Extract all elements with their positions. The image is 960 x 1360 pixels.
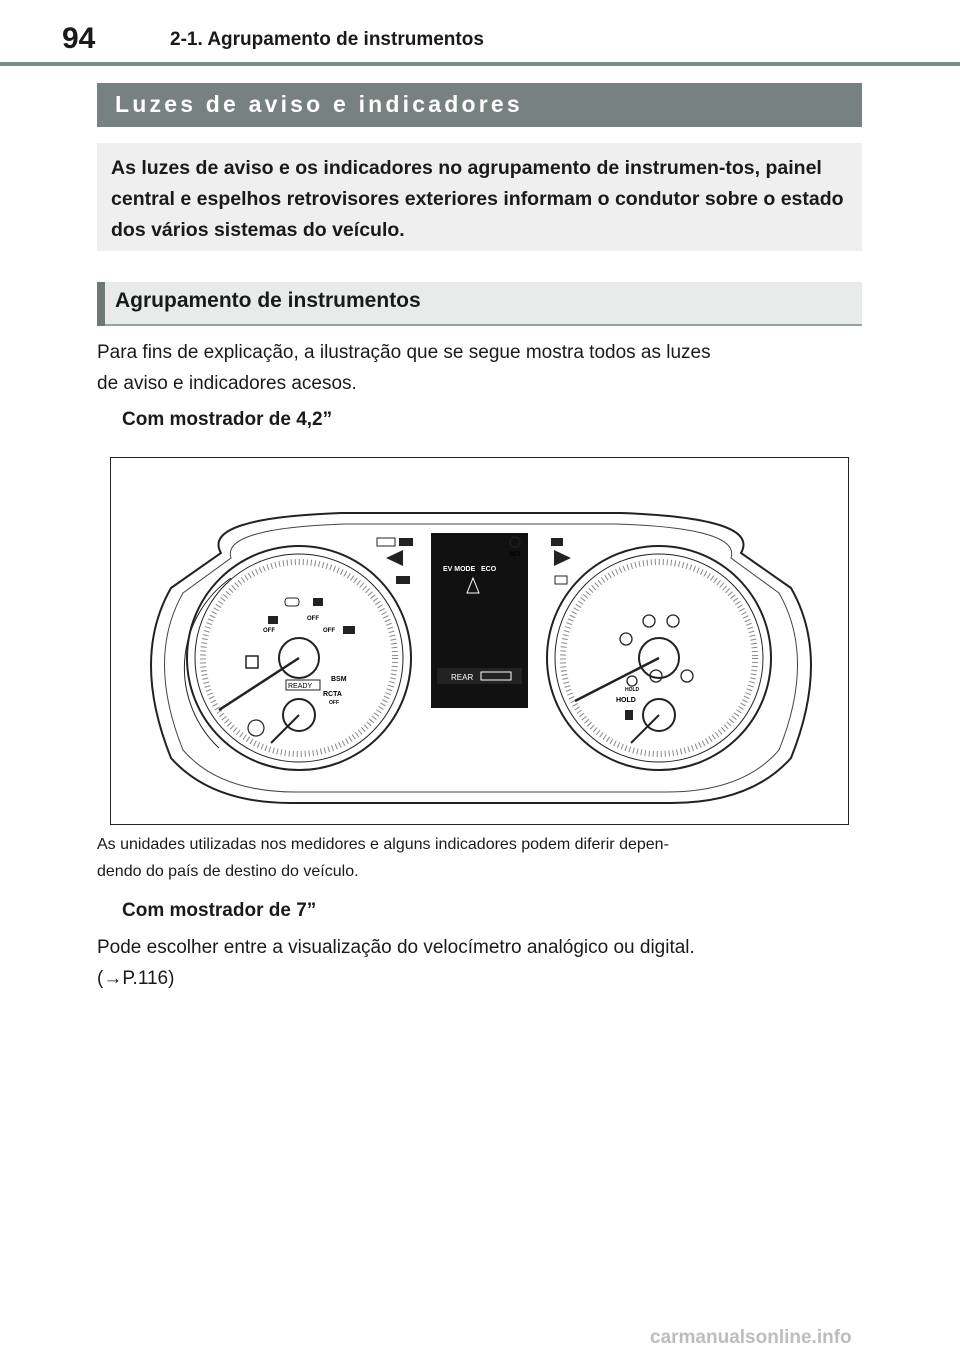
label-rcta-off: OFF [329, 700, 339, 706]
brake-icon [620, 633, 632, 645]
right-turn-icon [554, 550, 571, 566]
explanation-line-1: Para fins de explicação, a ilustração que se segue mostra todos as luzes [97, 342, 711, 363]
left-gauge [184, 546, 411, 770]
label-rear: REAR [451, 673, 474, 682]
front-fog-icon [551, 538, 563, 546]
item-heading-4-2: Com mostrador de 4,2” [122, 409, 333, 430]
instrument-cluster-illustration [110, 457, 849, 825]
label-set: SET [509, 552, 521, 558]
watermark: carmanualsonline.info [650, 1327, 852, 1348]
choice-line-1: Pode escolher entre a visualização do velocímetro analógico ou digital. [97, 937, 695, 958]
lane-icon [246, 656, 258, 668]
page-header [0, 0, 960, 66]
auto-high-beam-icon [399, 538, 413, 546]
chapter-title: 2-1. Agrupamento de instrumentos [170, 29, 484, 50]
label-ev-mode: EV MODE [443, 566, 476, 573]
headlight-icon [377, 538, 395, 546]
item-heading-7: Com mostrador de 7” [122, 900, 317, 921]
choice-line-2[interactable] [97, 963, 174, 994]
rear-fog-icon [555, 576, 567, 584]
tpms-icon [268, 616, 278, 624]
label-off-3: OFF [323, 628, 335, 634]
fuel-icon [625, 710, 633, 720]
section-banner [97, 83, 862, 127]
label-rcta: RCTA [323, 691, 342, 698]
subsection-heading [97, 282, 862, 326]
explanation-line-2: de aviso e indicadores acesos. [97, 373, 357, 394]
section-title: Luzes de aviso e indicadores [115, 91, 523, 117]
right-gauge [547, 546, 771, 770]
label-hold-small: HOLD [625, 687, 640, 693]
high-beam-icon [396, 576, 410, 584]
intro-text: As luzes de aviso e os indicadores no agrupamento de instrumen-tos, painel central e espelhos retrovisores exteriores informam o condutor sobre o estado dos vários sistemas do veículo. [111, 157, 844, 241]
cluster-svg [111, 458, 847, 823]
intro-box [97, 143, 862, 251]
label-off-1: OFF [263, 628, 275, 634]
parking-brake-icon [343, 626, 355, 634]
note-line-2: dendo do país de destino do veículo. [97, 863, 359, 880]
label-off-2: OFF [307, 616, 319, 622]
check-engine-icon [285, 598, 299, 606]
page-number: 94 [62, 22, 96, 55]
label-eco: ECO [481, 566, 497, 573]
label-hold: HOLD [616, 697, 636, 704]
label-ready: READY [288, 683, 313, 690]
subsection-heading-bar [97, 282, 105, 326]
note-line-1: As unidades utilizadas nos medidores e alguns indicadores podem diferir depen- [97, 836, 669, 853]
subsection-title: Agrupamento de instrumentos [115, 289, 421, 312]
page-reference-link[interactable]: (→P.116) [97, 968, 175, 989]
center-display [431, 533, 528, 708]
steering-warning-icon [667, 615, 679, 627]
parking-icon [643, 615, 655, 627]
abs-icon [681, 670, 693, 682]
skid-icon [313, 598, 323, 606]
header-rule [0, 62, 960, 66]
label-bsm: BSM [331, 676, 347, 683]
left-turn-icon [386, 550, 403, 566]
